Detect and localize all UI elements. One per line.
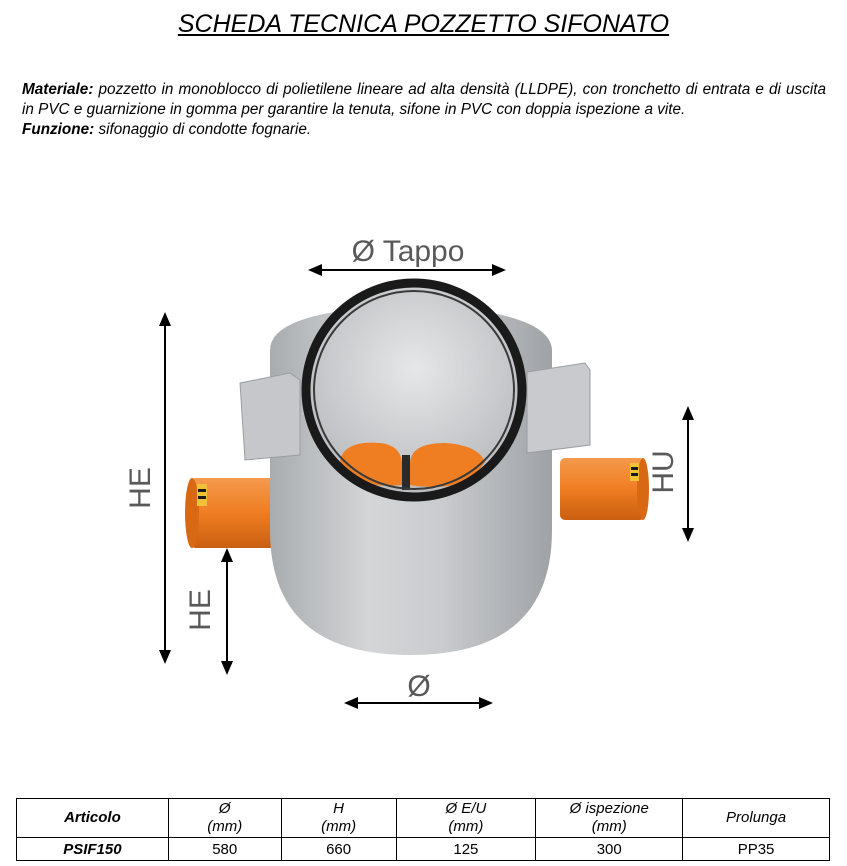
outlet-pipe (560, 458, 649, 520)
tappo-dimension (308, 235, 506, 276)
tappo-arrow-right-icon (492, 264, 506, 276)
he-total-dimension (124, 312, 171, 664)
cell-articolo: PSIF150 (17, 838, 169, 861)
table-header-row (17, 799, 830, 838)
bottom-diameter-dimension (344, 670, 493, 709)
funzione-label: Funzione: (22, 121, 95, 138)
tappo-label: Ø Tappo (351, 235, 465, 268)
cell-h: 660 (281, 838, 396, 861)
cell-prolunga: PP35 (683, 838, 830, 861)
header-diametro-ispezione: Ø ispezione (mm) (536, 799, 683, 838)
cell-diametro-eu: 125 (396, 838, 536, 861)
header-h: H (mm) (281, 799, 396, 838)
cell-diametro-ispezione: 300 (536, 838, 683, 861)
tappo-arrow-left-icon (308, 264, 322, 276)
funzione-paragraph (22, 120, 826, 140)
table-row (17, 838, 830, 861)
bottom-arrow-right-icon (479, 697, 493, 709)
bottom-arrow-left-icon (344, 697, 358, 709)
siphon-well-diagram (0, 200, 847, 800)
bottom-diameter-label: Ø (407, 670, 431, 703)
materiale-text: pozzetto in monoblocco di polietilene lineare ad alta densità (LLDPE), con tronchetto di entrata e di uscita in PVC e guarnizione in gomma per garantire la tenuta, sifone in PVC con doppia ispezione a vite. (22, 81, 826, 118)
hu-arrow-up-icon (682, 406, 694, 420)
page-title: SCHEDA TECNICA POZZETTO SIFONATO (177, 10, 670, 38)
header-articolo: Articolo (17, 799, 169, 838)
header-prolunga: Prolunga (683, 799, 830, 838)
header-diametro: Ø (mm) (168, 799, 281, 838)
he-total-arrow-up-icon (159, 312, 171, 326)
inlet-pipe (185, 478, 282, 548)
funzione-text: sifonaggio di condotte fognarie. (94, 121, 312, 138)
description (22, 80, 826, 140)
hu-label: HU (647, 450, 680, 494)
header-diametro-eu: Ø E/U (mm) (396, 799, 536, 838)
he-inlet-arrow-down-icon (221, 661, 233, 675)
he-inlet-arrow-up-icon (221, 548, 233, 562)
materiale-paragraph (22, 80, 826, 120)
he-inlet-dimension (184, 548, 233, 675)
hu-arrow-down-icon (682, 528, 694, 542)
materiale-label: Materiale: (22, 81, 94, 98)
well-body (240, 283, 590, 655)
spec-table (16, 798, 830, 861)
he-inlet-label: HE (184, 589, 217, 631)
cell-diametro: 580 (168, 838, 281, 861)
he-total-label: HE (124, 467, 157, 509)
he-total-arrow-down-icon (159, 650, 171, 664)
hu-dimension (647, 406, 694, 542)
